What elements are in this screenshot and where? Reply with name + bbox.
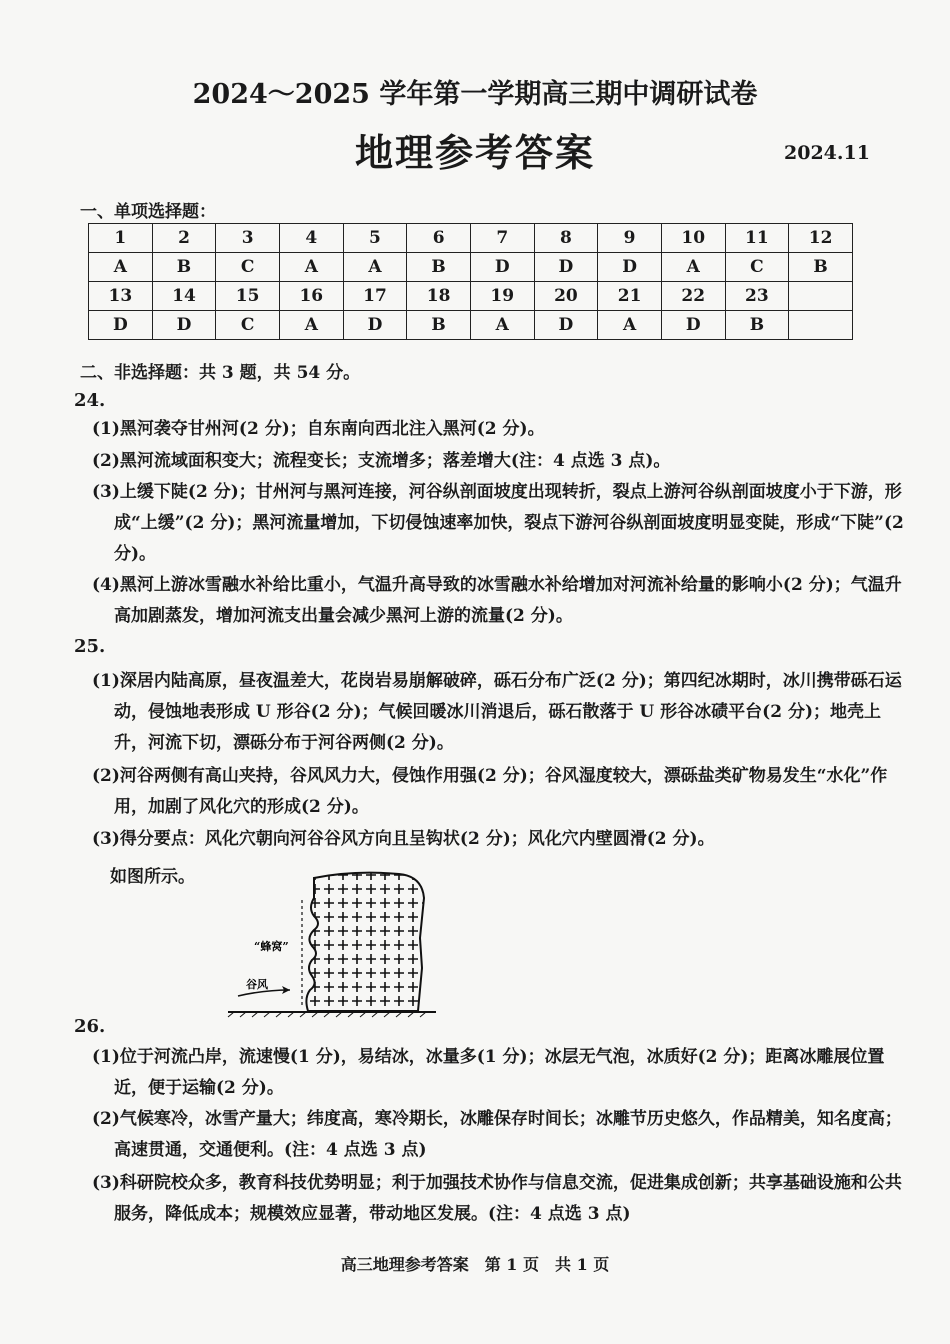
answer-letter-cell: D (89, 311, 153, 340)
answer-letter-cell: D (343, 311, 407, 340)
question-number-cell: 12 (789, 224, 853, 253)
q26-answer-1: (1)位于河流凸岸，流速慢(1 分)，易结冰，冰量多(1 分)；冰层无气泡，冰质好(2 分)；距离冰雕展位置近，便于运输(2 分)。 (92, 1047, 885, 1098)
question-number-cell: 8 (534, 224, 598, 253)
q26-answer-2: (2)气候寒冷，冰雪产量大；纬度高，寒冷期长，冰雕保存时间长；冰雕节历史悠久，作品精美，知名度高；高速贯通，交通便利。(注：4 点选 3 点) (92, 1109, 902, 1160)
question-number-cell: 1 (89, 224, 153, 253)
question-number-cell: 2 (152, 224, 216, 253)
question-number-cell: 11 (725, 224, 789, 253)
answer-table-row (89, 253, 853, 282)
answer-table-row (89, 311, 853, 340)
rock-diagram (224, 868, 444, 1018)
question-number-cell: 9 (598, 224, 662, 253)
answer-letter-cell: D (598, 253, 662, 282)
question-24-number: 24. (74, 390, 106, 411)
question-number-cell: 7 (470, 224, 534, 253)
answer-letter-cell: C (216, 311, 280, 340)
question-number-cell: 10 (661, 224, 725, 253)
answer-letter-cell: A (470, 311, 534, 340)
valley-wind-label: 谷风 (246, 978, 268, 991)
answer-letter-cell: A (279, 311, 343, 340)
answer-letter-cell: B (407, 253, 471, 282)
answer-letter-cell: D (152, 311, 216, 340)
question-number-cell: 5 (343, 224, 407, 253)
question-number-cell: 14 (152, 282, 216, 311)
q25-answer-3: (3)得分要点：风化穴朝向河谷谷风方向且呈钩状(2 分)；风化穴内壁圆滑(2 分)。 (92, 829, 715, 849)
answer-letter-cell: C (216, 253, 280, 282)
answer-letter-cell: B (152, 253, 216, 282)
question-number-cell: 22 (661, 282, 725, 311)
exam-date: 2024.11 (784, 142, 870, 164)
question-number-cell: 3 (216, 224, 280, 253)
answer-letter-cell: B (725, 311, 789, 340)
answer-letter-cell: B (789, 253, 853, 282)
question-number-cell: 16 (279, 282, 343, 311)
q26-answer-3: (3)科研院校众多，教育科技优势明显；利于加强技术协作与信息交流，促进集成创新；共享基础设施和公共服务，降低成本；规模效应显著，带动地区发展。(注：4 点选 3 点) (92, 1173, 902, 1224)
weathering-pit-figure (224, 868, 444, 1018)
answer-table-row (89, 282, 853, 311)
choice-answer-table (88, 223, 853, 340)
question-number-cell: 15 (216, 282, 280, 311)
q24-answer-1: (1)黑河袭夺甘州河(2 分)；自东南向西北注入黑河(2 分)。 (92, 419, 545, 439)
question-number-cell: 4 (279, 224, 343, 253)
exam-title: 2024～2025 学年第一学期高三期中调研试卷 (192, 79, 758, 110)
question-number-cell: 21 (598, 282, 662, 311)
answer-letter-cell: D (470, 253, 534, 282)
answer-letter-cell: B (407, 311, 471, 340)
answer-letter-cell: A (343, 253, 407, 282)
section2-heading: 二、非选择题：共 3 题，共 54 分。 (80, 363, 361, 383)
q24-answer-4: (4)黑河上游冰雪融水补给比重小，气温升高导致的冰雪融水补给增加对河流补给量的影响小(2 分)；气温升高加剧蒸发，增加河流支出量会减少黑河上游的流量(2 分)。 (92, 575, 902, 626)
answer-letter-cell: A (279, 253, 343, 282)
page-footer: 高三地理参考答案 第 1 页 共 1 页 (340, 1255, 610, 1274)
answer-table-row (89, 224, 853, 253)
answer-letter-cell (789, 311, 853, 340)
question-26-number: 26. (74, 1016, 106, 1037)
question-number-cell: 13 (89, 282, 153, 311)
answer-letter-cell: A (598, 311, 662, 340)
question-number-cell (789, 282, 853, 311)
question-number-cell: 17 (343, 282, 407, 311)
question-number-cell: 18 (407, 282, 471, 311)
boulder-shape (306, 873, 424, 1011)
answer-letter-cell: C (725, 253, 789, 282)
q25-answer-2: (2)河谷两侧有高山夹持，谷风风力大，侵蚀作用强(2 分)；谷风湿度较大，漂砾盐类矿物易发生“水化”作用，加剧了风化穴的形成(2 分)。 (92, 766, 888, 817)
answer-letter-cell: D (534, 311, 598, 340)
honeycomb-label: “蜂窝” (254, 940, 289, 953)
figure-note: 如图所示。 (110, 867, 195, 887)
question-number-cell: 6 (407, 224, 471, 253)
answer-letter-cell: D (534, 253, 598, 282)
answer-key-title: 地理参考答案 (354, 130, 595, 175)
answer-letter-cell: A (661, 253, 725, 282)
question-number-cell: 20 (534, 282, 598, 311)
answer-letter-cell: A (89, 253, 153, 282)
q24-answer-2: (2)黑河流域面积变大；流程变长；支流增多；落差增大(注：4 点选 3 点)。 (92, 451, 671, 471)
q25-answer-1: (1)深居内陆高原，昼夜温差大，花岗岩易崩解破碎，砾石分布广泛(2 分)；第四纪冰期时，冰川携带砾石运动，侵蚀地表形成 U 形谷(2 分)；气候回暖冰川消退后，砾石散落于 U 形谷冰碛平台(2 分)；地壳上升，河流下切，漂砾分布于河谷两侧(2 分)。 (92, 671, 902, 753)
answer-letter-cell: D (661, 311, 725, 340)
question-25-number: 25. (74, 636, 106, 657)
q24-answer-3: (3)上缓下陡(2 分)；甘州河与黑河连接，河谷纵剖面坡度出现转折，裂点上游河谷纵剖面坡度小于下游，形成“上缓”(2 分)；黑河流量增加，下切侵蚀速率加快，裂点下游河谷纵剖面坡度明显变陡，形成“下陡”(2 分)。 (92, 482, 904, 564)
section1-heading: 一、单项选择题： (80, 202, 216, 222)
question-number-cell: 19 (470, 282, 534, 311)
question-number-cell: 23 (725, 282, 789, 311)
